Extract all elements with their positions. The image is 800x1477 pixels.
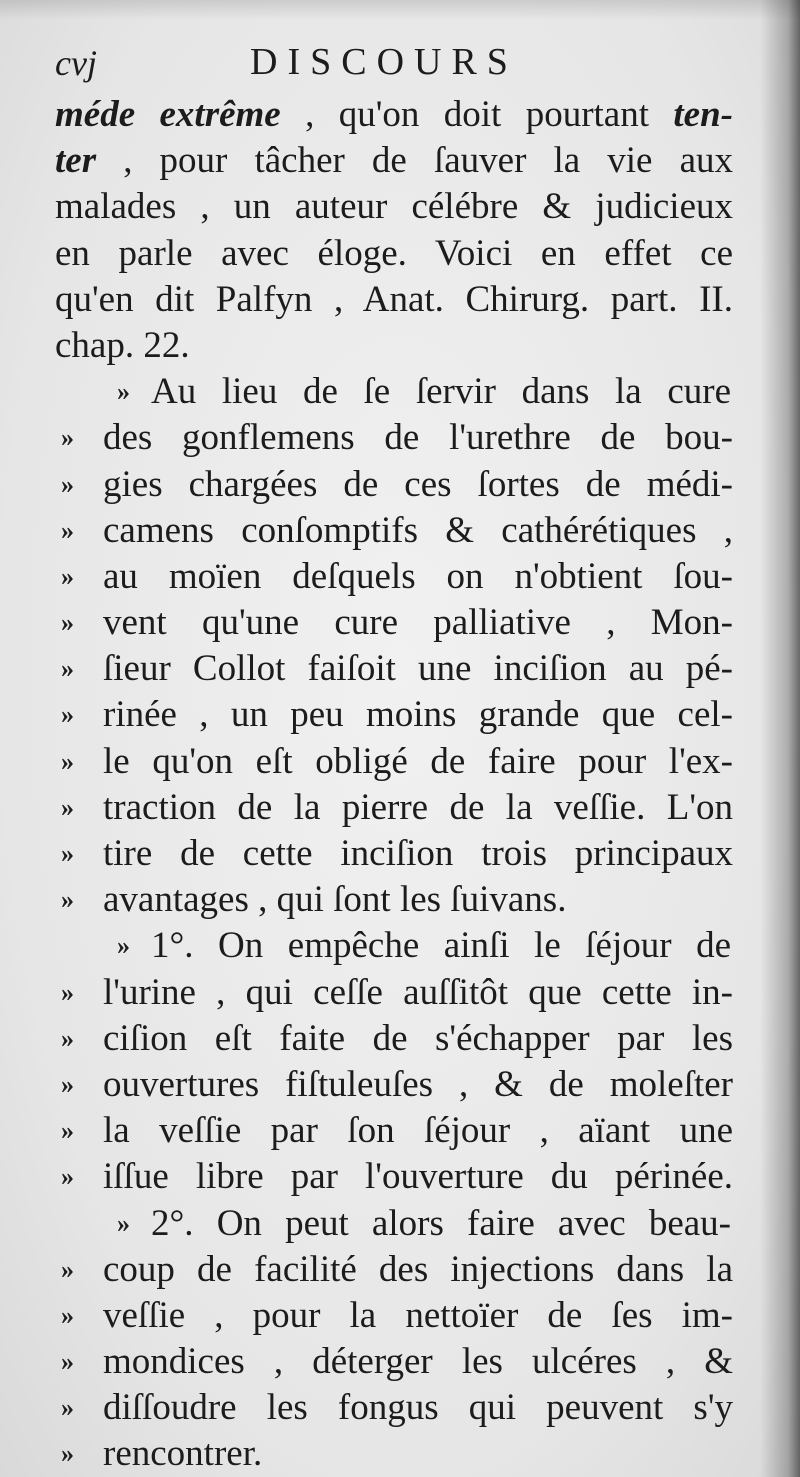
quote-mark: »: [61, 1069, 72, 1099]
quoted-line: » ouvertures fiſtuleuſes , & de moleſter: [55, 1062, 733, 1108]
quoted-line: » mondices , déterger les ulcéres , &: [55, 1339, 733, 1385]
quoted-line: » avantages , qui ſont les ſuivans.: [55, 877, 733, 923]
quote-mark: »: [61, 1439, 72, 1469]
quoted-line: » rencontrer.: [55, 1431, 733, 1477]
quoted-line: » ſieur Collot faiſoit une inciſion au pé-: [55, 646, 733, 692]
quote-mark: »: [61, 469, 72, 499]
quote-mark: »: [61, 515, 72, 545]
quoted-line: » Au lieu de ſe ſervir dans la cure: [55, 369, 733, 415]
text-line: chap. 22.: [55, 324, 190, 366]
quote-mark: »: [61, 1254, 72, 1284]
quote-mark: »: [61, 1347, 72, 1377]
quoted-line: » coup de facilité des injections dans la: [55, 1247, 733, 1293]
quoted-line: » iſſue libre par l'ouverture du périnée.: [55, 1154, 733, 1200]
text-line: qu'en dit Palfyn , Anat. Chirurg. part. II.: [55, 278, 733, 320]
quote-mark: »: [61, 1393, 72, 1423]
quote-mark: »: [61, 839, 72, 868]
quoted-line: » gies chargées de ces ſortes de médi-: [55, 462, 733, 508]
quote-mark: »: [61, 608, 72, 638]
quoted-line: » des gonflemens de l'urethre de bou-: [55, 415, 733, 461]
quoted-line: » 1°. On empêche ainſi le ſéjour de: [55, 923, 733, 969]
quote-mark: »: [61, 561, 72, 591]
quote-mark: »: [117, 377, 128, 407]
page-number: cvj: [55, 43, 97, 83]
top-shade: [0, 0, 800, 20]
quoted-line: » l'urine , qui ceſſe auſſitôt que cette in-: [55, 970, 733, 1016]
quoted-line: » diſſoudre les fongus qui peuvent s'y: [55, 1385, 733, 1431]
quoted-line: » 2°. On peut alors faire avec beau-: [55, 1201, 733, 1247]
text-line: méde extrême , qu'on doit pourtant ten-: [55, 94, 733, 135]
quoted-line: » vent qu'une cure palliative , Mon-: [55, 600, 733, 646]
page-header: [55, 42, 735, 92]
quoted-line: » tire de cette inciſion trois principaux: [55, 831, 733, 877]
text-line: malades , un auteur célébre & judicieux: [55, 186, 733, 228]
quoted-line: » au moïen deſquels on n'obtient ſou-: [55, 554, 733, 600]
quoted-line: » rinée , un peu moins grande que cel-: [55, 692, 733, 738]
text-line: ter , pour tâcher de ſauver la vie aux: [55, 140, 733, 182]
quote-mark: »: [61, 1023, 72, 1053]
running-head: DISCOURS: [250, 41, 518, 83]
text-line: en parle avec éloge. Voici en effet ce: [55, 232, 733, 274]
quote-mark: »: [61, 654, 72, 684]
quote-mark: »: [61, 423, 72, 453]
quoted-line: » traction de la pierre de la veſſie. L'on: [55, 785, 733, 831]
quote-mark: »: [117, 931, 128, 961]
quote-mark: »: [61, 1116, 72, 1146]
quote-mark: »: [61, 1300, 72, 1330]
quoted-line: » la veſſie par ſon ſéjour , aïant une: [55, 1108, 733, 1154]
quoted-line: » ciſion eſt faite de s'échapper par les: [55, 1016, 733, 1062]
quote-mark: »: [61, 1162, 72, 1192]
quote-mark: »: [117, 1208, 128, 1238]
text-block: [55, 92, 733, 1477]
quote-mark: »: [61, 700, 72, 730]
quoted-line: » le qu'on eſt obligé de faire pour l'ex-: [55, 739, 733, 785]
quote-mark: »: [61, 885, 72, 915]
quoted-line: » veſſie , pour la nettoïer de ſes im-: [55, 1293, 733, 1339]
quote-mark: »: [61, 977, 72, 1007]
quoted-line: » camens conſomptifs & cathérétiques ,: [55, 508, 733, 554]
gutter-shadow: [760, 0, 800, 1477]
quote-mark: »: [61, 792, 72, 822]
quote-mark: »: [61, 746, 72, 776]
